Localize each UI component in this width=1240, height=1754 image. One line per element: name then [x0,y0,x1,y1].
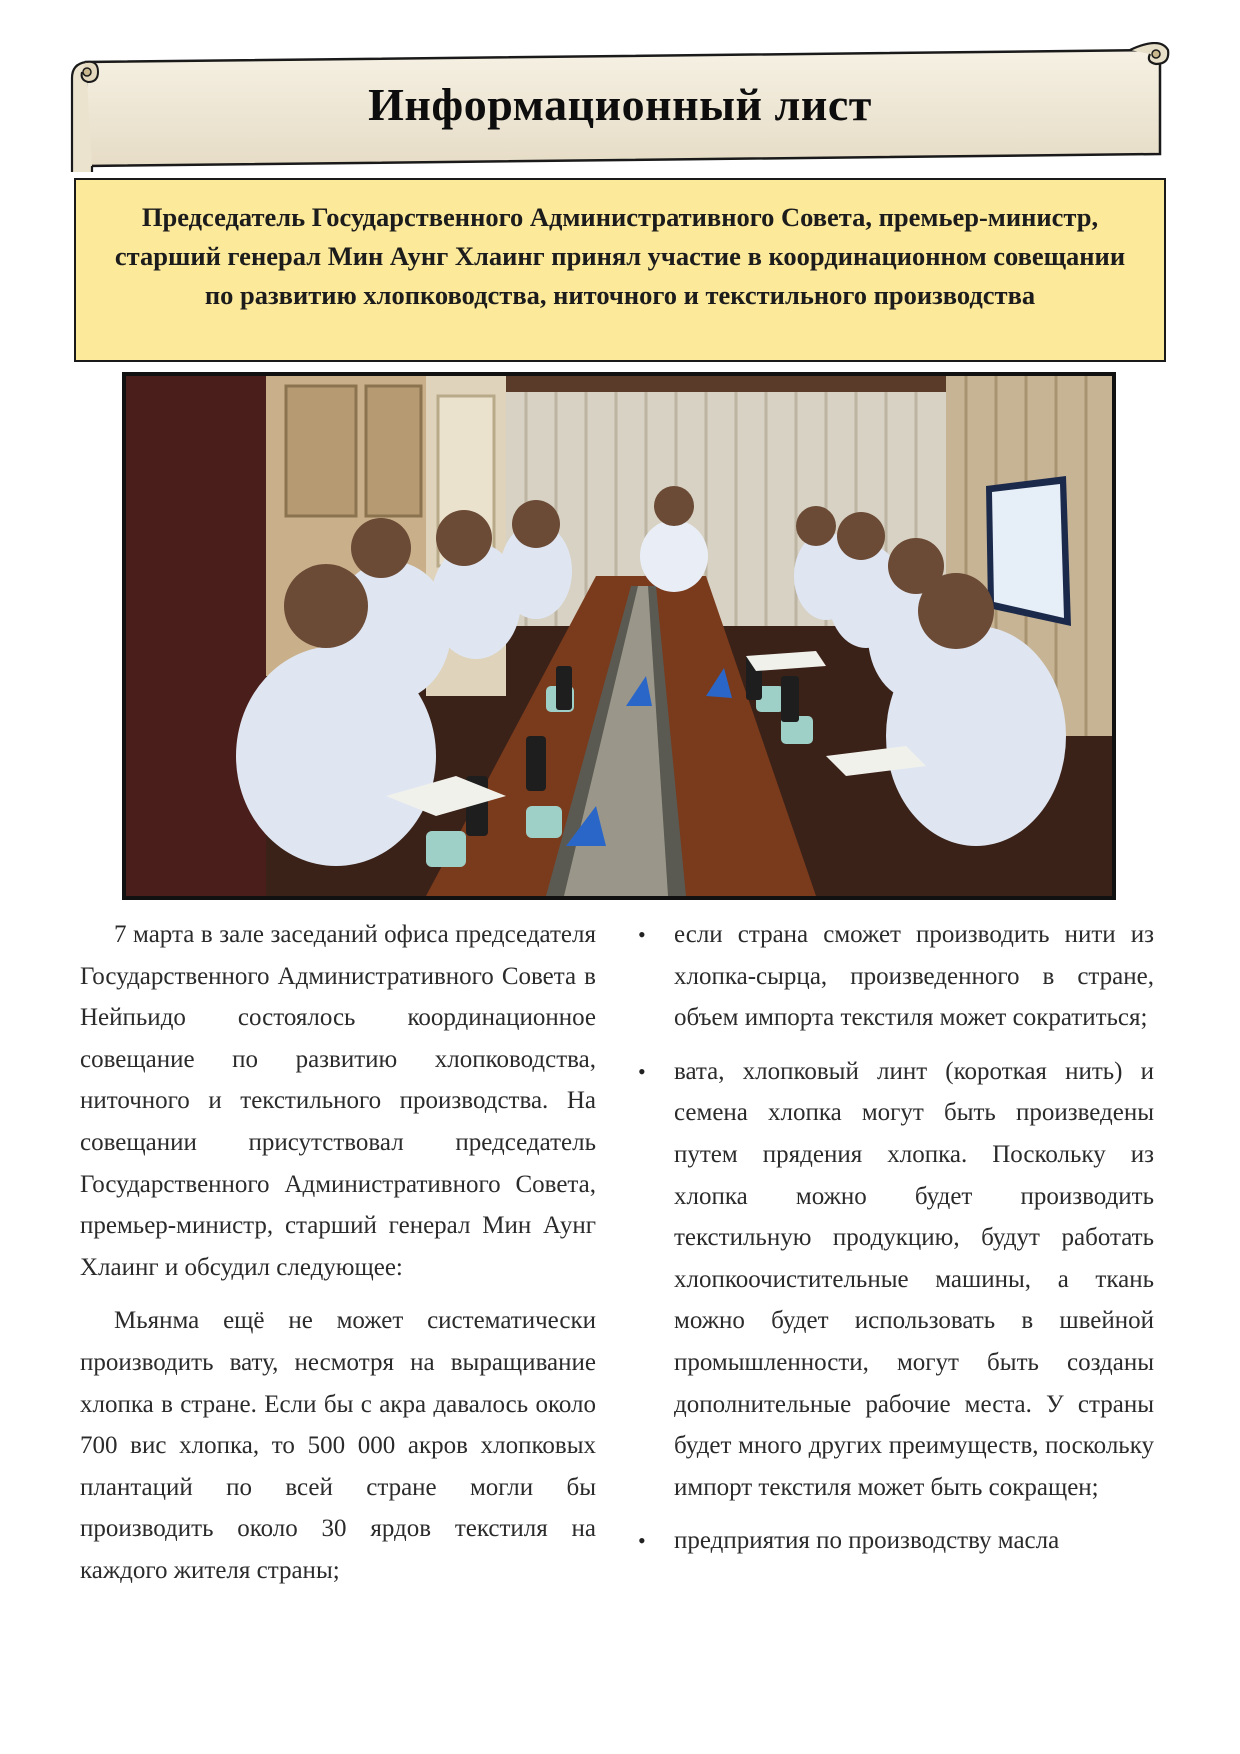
list-item [638,1520,1154,1562]
bullet-text: если страна сможет производить нити из хлопка-сырца, произведенного в стране, объем импорта текстиля может сократиться; [674,921,1154,1032]
headline-box [74,178,1166,362]
bullet-text: предприятия по производству масла [674,1527,1060,1555]
paragraph: Мьянма ещё не может систематически производить вату, несмотря на выращивание хлопка в стране. Если бы с акра давалось около 700 вис хлопка, то 500 000 акров хлопковых плантаций по всей стране могли бы производить около 30 ярдов текстиля на каждого жителя страны; [80,1307,596,1584]
bullet-text: вата, хлопковый линт (короткая нить) и семена хлопка могут быть произведены путем прядения хлопка. Поскольку из хлопка можно будет производить текстильную продукцию, будут работать хлопкоочистительные машины, а ткань можно будет использовать в швейной промышленности, могут быть созданы дополнительные рабочие места. У страны будет много других преимуществ, поскольку импорт текстиля может быть сокращен; [674,1057,1154,1501]
list-item [638,914,1154,1039]
meeting-photo-icon [126,376,1112,896]
left-column [80,914,596,1604]
list-item [638,1051,1154,1509]
bullet-list [638,914,1154,1562]
paragraph: 7 марта в зале заседаний офиса председателя Государственного Административного Совета в Нейпьидо состоялось координационное совещание по развитию хлопководства, ниточного и текстильного производства. На совещании присутствовал председатель Государственного Административного Совета, премьер-министр, старший генерал Мин Аунг Хлаинг и обсудил следующее: [80,921,596,1281]
headline-text: Председатель Государственного Административного Совета, премьер-министр, старший генерал Мин Аунг Хлаинг принял участие в координационном совещании по развитию хлопководства, ниточного и текстильного производства [114,202,1126,310]
bullet-icon: • [638,1528,646,1554]
meeting-photo [122,372,1116,900]
right-column [638,914,1154,1574]
title-banner [70,42,1170,172]
page-title: Информационный лист [368,79,872,130]
bullet-icon: • [638,922,646,947]
bullet-icon: • [638,1058,646,1084]
